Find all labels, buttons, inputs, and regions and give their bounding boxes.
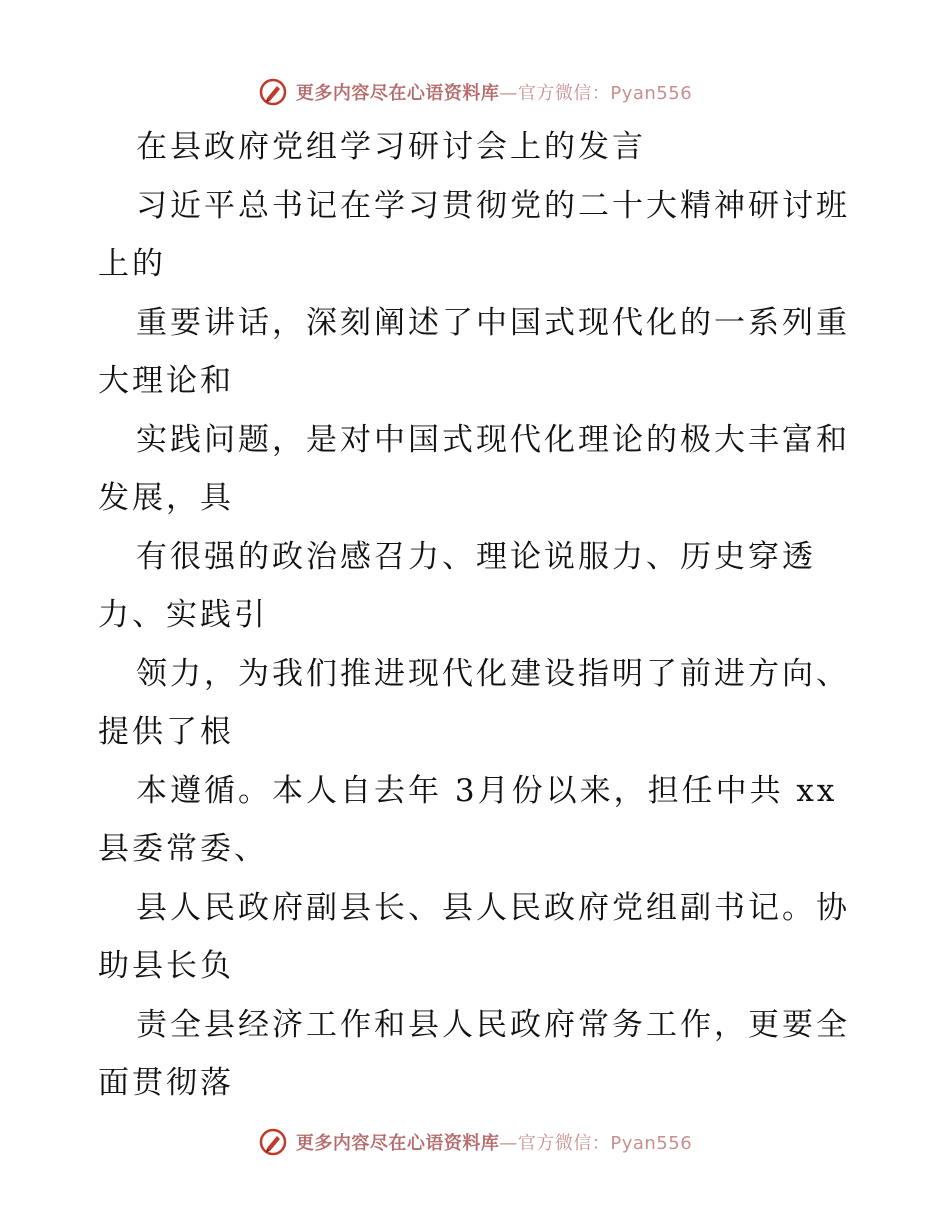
document-title: 在县政府党组学习研讨会上的发言 [136,129,646,165]
paragraph-line: 习近平总书记在学习贯彻党的二十大精神研讨班 [136,187,850,224]
paragraph-line: 重要讲话，深刻阐述了中国式现代化的一系列重 [136,304,850,341]
paragraph-line: 县委常委、 [98,831,268,867]
paragraph-line: 上的 [98,246,166,282]
watermark-header [0,72,950,112]
pen-logo-icon [258,77,288,107]
paragraph-line: 本遵循。本人自去年 3月份以来，担任中共 xx [136,772,838,809]
document-body [98,118,868,1113]
watermark-text [296,1129,692,1155]
watermark-site-text: 更多内容尽在心语资料库 [295,83,500,104]
paragraph-line: 大理论和 [98,363,234,399]
pen-logo-icon [258,1127,288,1157]
paragraph-line: 力、实践引 [98,597,268,633]
paragraph-line: 县人民政府副县长、县人民政府党组副书记。协 [136,889,850,926]
watermark-text [296,79,692,105]
paragraph-line: 发展，具 [98,480,234,516]
paragraph-line: 助县长负 [98,948,234,984]
paragraph-line: 责全县经济工作和县人民政府常务工作，更要全 [136,1006,850,1043]
watermark-footer [0,1122,950,1162]
paragraph-line: 领力，为我们推进现代化建设指明了前进方向、 [136,655,850,692]
watermark-site-text: 更多内容尽在心语资料库 [295,1133,500,1154]
watermark-contact-text: —官方微信：Pyan556 [499,1133,693,1154]
paragraph-line: 有很强的政治感召力、理论说服力、历史穿透 [136,538,816,575]
watermark-contact-text: —官方微信：Pyan556 [499,83,693,104]
paragraph-line: 面贯彻落 [98,1065,234,1101]
paragraph-line: 实践问题，是对中国式现代化理论的极大丰富和 [136,421,850,458]
paragraph-line: 提供了根 [98,714,234,750]
